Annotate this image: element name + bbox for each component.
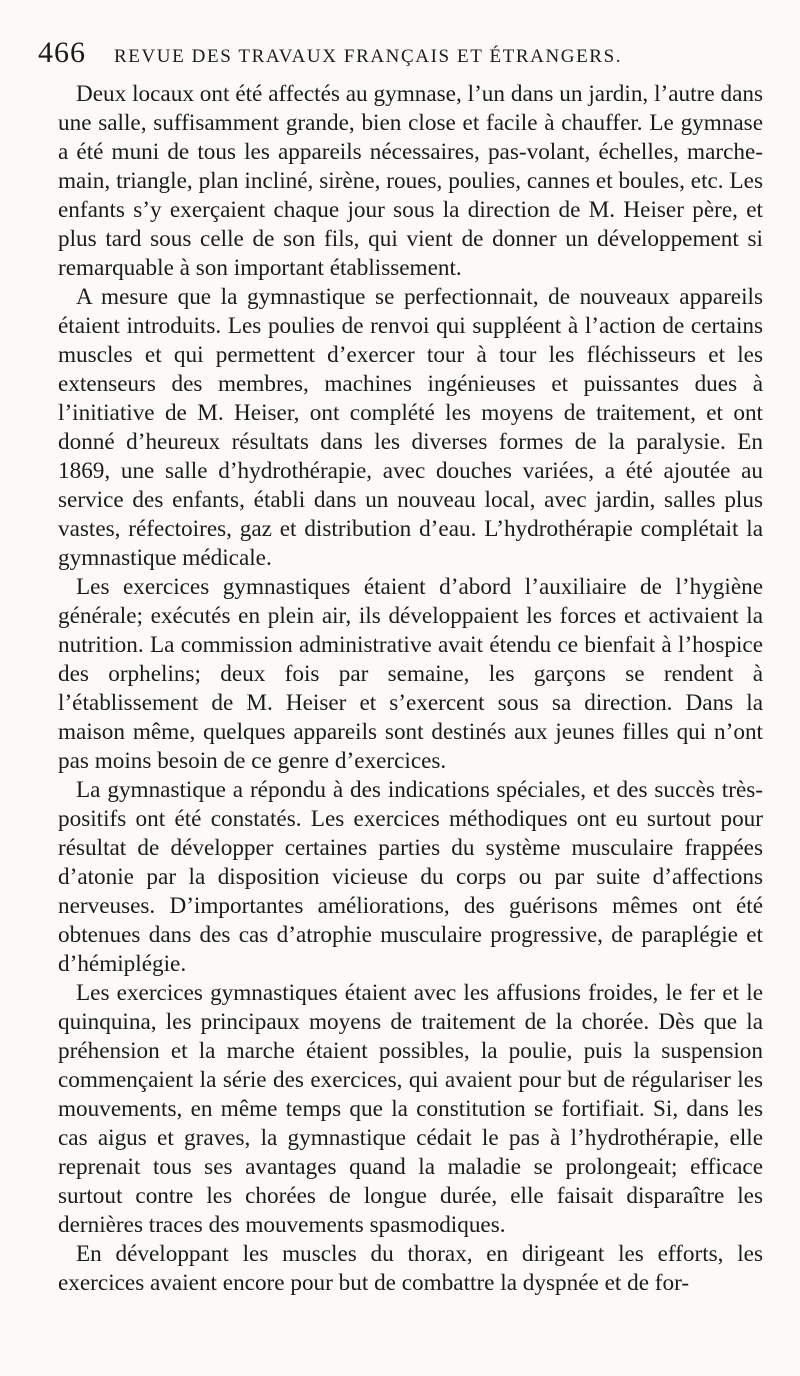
paragraph: En développant les muscles du thorax, en dirigeant les efforts, les exercices avaient encore pour but de combattre la dyspnée et de for-	[58, 1241, 763, 1296]
body-text	[58, 80, 763, 1370]
paragraph: Deux locaux ont été affectés au gymnase, l’un dans un jardin, l’autre dans une salle, suffisamment grande, bien close et facile à chauffer. Le gymnase a été muni de tous les appareils nécessaires, pas-volant, échelles, marche-main, triangle, plan incliné, sirène, roues, poulies, cannes et boules, etc. Les enfants s’y exerçaient chaque jour sous la direction de M. Heiser père, et plus tard sous celle de son fils, qui vient de donner un développement si remarquable à son important établissement.	[58, 81, 763, 281]
paragraph: La gymnastique a répondu à des indications spéciales, et des succès très-positifs ont été constatés. Les exercices méthodiques ont eu surtout pour résultat de développer certaines parties du système musculaire frappées d’atonie par la disposition vicieuse du corps ou par suite d’affections nerveuses. D’importantes améliorations, des guérisons mêmes ont été obtenues dans des cas d’atrophie musculaire progressive, de paraplégie et d’hémiplégie.	[58, 777, 763, 977]
page-header	[38, 36, 758, 72]
paragraph: A mesure que la gymnastique se perfectionnait, de nouveaux appareils étaient introduits. Les poulies de renvoi qui suppléent à l’action de certains muscles et qui permettent d’exercer tour à tour les fléchisseurs et les extenseurs des membres, machines ingénieuses et puissantes dues à l’initiative de M. Heiser, ont complété les moyens de traitement, et ont donné d’heureux résultats dans les diverses formes de la paralysie. En 1869, une salle d’hydrothérapie, avec douches variées, a été ajoutée au service des enfants, établi dans un nouveau local, avec jardin, salles plus vastes, réfectoires, gaz et distribution d’eau. L’hydrothérapie complétait la gymnastique médicale.	[58, 284, 763, 571]
running-head: REVUE DES TRAVAUX FRANÇAIS ET ÉTRANGERS.	[114, 46, 623, 67]
paragraph: Les exercices gymnastiques étaient avec les affusions froides, le fer et le quinquina, les principaux moyens de traitement de la chorée. Dès que la préhension et la marche étaient possibles, la poulie, puis la suspension commençaient la série des exercices, qui avaient pour but de régulariser les mouvements, en même temps que la constitution se fortifiait. Si, dans les cas aigus et graves, la gymnastique cédait le pas à l’hydrothérapie, elle reprenait tous ses avantages quand la maladie se prolongeait; efficace surtout contre les chorées de longue durée, elle faisait disparaître les dernières traces des mouvements spasmodiques.	[58, 980, 763, 1238]
paragraph: Les exercices gymnastiques étaient d’abord l’auxiliaire de l’hygiène générale; exécutés en plein air, ils développaient les forces et activaient la nutrition. La commission administrative avait étendu ce bienfait à l’hospice des orphelins; deux fois par semaine, les garçons se rendent à l’établissement de M. Heiser et s’exercent sous sa direction. Dans la maison même, quelques appareils sont destinés aux jeunes filles qui n’ont pas moins besoin de ce genre d’exercices.	[58, 574, 763, 774]
page-number: 466	[38, 36, 86, 69]
